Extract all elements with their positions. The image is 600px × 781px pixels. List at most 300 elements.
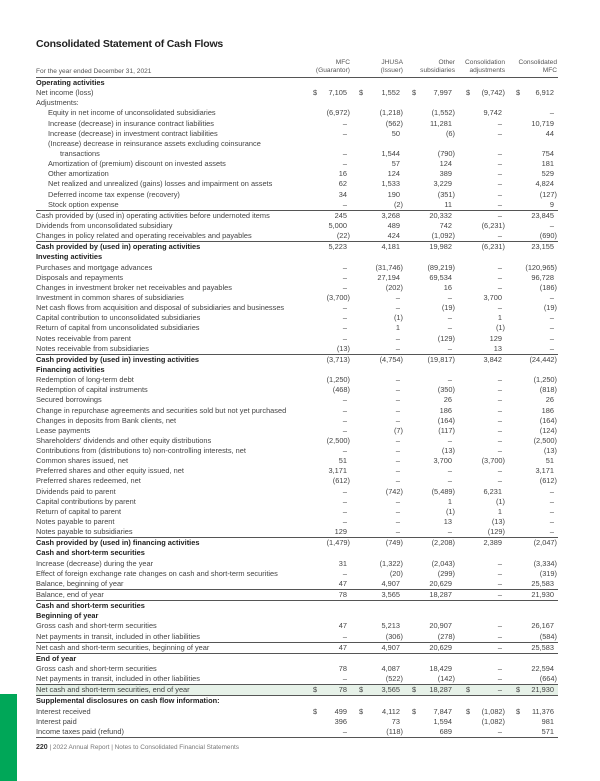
cell-value: – [395, 527, 400, 537]
cell-value: – [497, 210, 502, 220]
cell-value: 16 [338, 169, 347, 179]
cell-value: – [395, 292, 400, 302]
cell-value: 9 [549, 199, 554, 209]
cell-value: (2) [393, 199, 403, 209]
row-label: Redemption of capital instruments [36, 385, 148, 395]
cell-value: 10,719 [531, 118, 554, 128]
cell-value: (13) [336, 343, 350, 353]
cell-value: – [497, 631, 502, 641]
cell-value: (13) [491, 517, 505, 527]
table-row [36, 200, 558, 210]
cell-value: 4,087 [381, 664, 400, 674]
cell-value: – [342, 446, 347, 456]
table-row [36, 88, 558, 98]
table-row [36, 313, 558, 323]
row-label: Deferred income tax expense (recovery) [48, 189, 180, 199]
cell-value: – [497, 674, 502, 684]
row-label: Notes payable to subsidiaries [36, 527, 133, 537]
row-label: Changes in deposits from Bank clients, net [36, 415, 177, 425]
cell-value: (1,552) [431, 108, 455, 118]
cell-value: 4,907 [381, 642, 400, 652]
cell-value: – [497, 169, 502, 179]
table-row [36, 129, 558, 139]
table-row [36, 385, 558, 395]
row-label: Purchases and mortgage advances [36, 262, 153, 272]
cell-value: 20,629 [429, 642, 452, 652]
cell-value: – [342, 395, 347, 405]
cell-value: (13) [543, 446, 557, 456]
row-label: Investment in common shares of subsidiaries [36, 292, 184, 302]
cell-value: – [497, 395, 502, 405]
cell-value: 1 [395, 323, 400, 333]
cell-value: 47 [338, 621, 347, 631]
cell-value: 3,700 [483, 292, 502, 302]
cell-value: (164) [539, 415, 557, 425]
cell-value: 1 [497, 506, 502, 516]
table-row [36, 375, 558, 385]
cell-value: – [549, 496, 554, 506]
cell-value: (2,208) [431, 538, 455, 548]
cell-value: 78 [338, 664, 347, 674]
table-row [36, 149, 558, 159]
cell-value: 26 [545, 395, 554, 405]
table-row [36, 621, 558, 631]
cell-value: – [497, 179, 502, 189]
row-label: Disposals and repayments [36, 272, 124, 282]
cell-value: (3,700) [481, 456, 505, 466]
table-row [36, 717, 558, 727]
cell-value: – [342, 726, 347, 736]
dollar-sign: $ [516, 685, 521, 695]
cell-value: (124) [539, 425, 557, 435]
table-row [36, 707, 558, 717]
column-header-jhusa [381, 59, 403, 75]
dollar-sign: $ [466, 88, 471, 98]
row-label: Capital contributions by parent [36, 496, 136, 506]
cell-value: 4,112 [382, 706, 400, 716]
row-label: Stock option expense [48, 199, 119, 209]
cell-value: – [342, 323, 347, 333]
row-label: Operating activities [36, 78, 105, 87]
cell-value: – [497, 282, 502, 292]
cell-value: – [342, 674, 347, 684]
cell-value: – [549, 108, 554, 118]
table-row [36, 517, 558, 527]
table-row [36, 221, 558, 231]
cell-value: 499 [334, 706, 347, 716]
table-row [36, 559, 558, 569]
row-label: Supplemental disclosures on cash flow information: [36, 696, 220, 706]
cell-value: 26,167 [531, 621, 554, 631]
cell-value: 129 [489, 333, 502, 343]
cell-value: (278) [437, 631, 455, 641]
cell-value: 3,565 [381, 685, 400, 695]
cell-value: – [447, 313, 452, 323]
cell-value: 5,213 [381, 621, 400, 631]
cell-value: – [497, 303, 502, 313]
row-label: Net income (loss) [36, 88, 94, 98]
cell-value: (1,092) [431, 231, 455, 241]
cell-value: (1) [495, 323, 505, 333]
table-row [36, 507, 558, 517]
cell-value: (299) [437, 568, 455, 578]
row-label: Dividends from unconsolidated subsidiary [36, 220, 173, 230]
cell-value: 3,565 [381, 590, 400, 600]
table-row [36, 119, 558, 129]
cell-value: 50 [391, 128, 400, 138]
cell-value: 6,912 [535, 88, 554, 98]
dollar-sign: $ [313, 88, 318, 98]
cell-value: 78 [338, 685, 347, 695]
row-label: Notes payable to parent [36, 517, 115, 527]
row-label: Secured borrowings [36, 395, 102, 405]
cell-value: 57 [391, 159, 400, 169]
cell-value: – [342, 517, 347, 527]
table-row [36, 179, 558, 189]
table-row [36, 537, 558, 548]
row-label: Other amortization [48, 169, 109, 179]
cell-value: (612) [539, 476, 557, 486]
cell-value: – [549, 220, 554, 230]
cell-value: – [395, 333, 400, 343]
table-row [36, 426, 558, 436]
cell-value: – [497, 128, 502, 138]
row-label: Changes in investment broker net receivables and payables [36, 282, 232, 292]
table-row [36, 548, 558, 558]
cell-value: – [497, 466, 502, 476]
cell-value: – [497, 272, 502, 282]
table-row [36, 406, 558, 416]
accent-bar [0, 694, 17, 781]
cell-value: – [497, 590, 502, 600]
cell-value: 7,997 [433, 88, 452, 98]
table-row [36, 231, 558, 241]
cell-value: 51 [545, 456, 554, 466]
column-header-line2: (Issuer) [380, 67, 403, 74]
cell-value: – [342, 631, 347, 641]
cell-value: (612) [332, 476, 350, 486]
table-row [36, 569, 558, 579]
dollar-sign: $ [466, 706, 471, 716]
column-header-line2: MFC [542, 67, 557, 74]
table-row [36, 487, 558, 497]
table-row [36, 344, 558, 354]
table-row [36, 323, 558, 333]
table-row [36, 159, 558, 169]
table-row [36, 476, 558, 486]
table-row [36, 684, 558, 696]
column-header-line1: Consolidated [518, 59, 557, 66]
cell-value: 25,583 [531, 642, 554, 652]
row-label: Cash and short-term securities [36, 601, 145, 611]
cell-value: – [549, 506, 554, 516]
cell-value: – [447, 476, 452, 486]
cell-value: 23,845 [531, 210, 554, 220]
table-row [36, 601, 558, 611]
cell-value: (818) [539, 385, 557, 395]
cell-value: 69,534 [429, 272, 452, 282]
cell-value: (2,043) [431, 558, 455, 568]
cell-value: – [497, 375, 502, 385]
table-row [36, 293, 558, 303]
cell-value: 124 [387, 169, 400, 179]
period-label: For the year ended December 31, 2021 [36, 68, 152, 75]
footer-report: 2022 Annual Report [52, 744, 110, 751]
cell-value: (1) [495, 496, 505, 506]
table-row [36, 674, 558, 684]
cell-value: – [549, 323, 554, 333]
cell-value: 424 [387, 231, 400, 241]
cell-value: 23,155 [531, 242, 554, 252]
table-row [36, 395, 558, 405]
cell-value: (1) [393, 313, 403, 323]
cell-value: 27,194 [377, 272, 400, 282]
table-row [36, 654, 558, 664]
cell-value: 21,930 [531, 685, 554, 695]
dollar-sign: $ [359, 685, 364, 695]
table-row [36, 696, 558, 706]
row-label: Net realized and unrealized (gains) losses and impairment on assets [48, 179, 273, 189]
cell-value: – [342, 148, 347, 158]
cell-value: (3,334) [533, 558, 557, 568]
cell-value: (522) [385, 674, 403, 684]
cell-value: 18,429 [429, 664, 452, 674]
cell-value: (7) [393, 425, 403, 435]
cell-value: (13) [441, 446, 455, 456]
dollar-sign: $ [516, 88, 521, 98]
cell-value: – [549, 517, 554, 527]
cell-value: 742 [439, 220, 452, 230]
cell-value: (6) [445, 128, 455, 138]
cell-value: – [497, 568, 502, 578]
cell-value: 1 [497, 313, 502, 323]
cell-value: (306) [385, 631, 403, 641]
cell-value: 51 [338, 456, 347, 466]
row-label: Adjustments: [36, 98, 79, 108]
row-label: Effect of foreign exchange rate changes on cash and short-term securities [36, 568, 278, 578]
cell-value: 1,544 [381, 148, 400, 158]
cell-value: (350) [437, 385, 455, 395]
cell-value: 181 [541, 159, 554, 169]
cell-value: – [342, 128, 347, 138]
cell-value: 7,847 [433, 706, 452, 716]
cell-value: 11,281 [429, 118, 452, 128]
cell-value: – [395, 343, 400, 353]
cell-value: – [342, 313, 347, 323]
cell-value: 6,231 [483, 486, 502, 496]
row-label: Cash provided by (used in) operating activities [36, 242, 201, 252]
cell-value: (2,047) [533, 538, 557, 548]
cell-value: 73 [391, 716, 400, 726]
dollar-sign: $ [466, 685, 471, 695]
cell-value: 186 [439, 405, 452, 415]
row-label: Notes receivable from parent [36, 333, 131, 343]
cell-value: 25,583 [531, 578, 554, 588]
row-label: Amortization of (premium) discount on invested assets [48, 159, 226, 169]
cell-value: – [395, 517, 400, 527]
cell-value: 47 [338, 642, 347, 652]
cell-value: (468) [332, 385, 350, 395]
cell-value: – [447, 435, 452, 445]
row-label: Return of capital to parent [36, 506, 122, 516]
table-row [36, 241, 558, 252]
row-label: Increase (decrease) during the year [36, 558, 154, 568]
cell-value: 5,000 [328, 220, 347, 230]
column-header-mfc [316, 59, 350, 75]
cell-value: (690) [539, 231, 557, 241]
cell-value: (19) [441, 303, 455, 313]
cell-value: (6,231) [481, 220, 505, 230]
cell-value: 1,594 [433, 716, 452, 726]
row-label: End of year [36, 653, 77, 663]
cell-value: 4,907 [381, 578, 400, 588]
cash-flow-table [36, 78, 558, 738]
column-header-consolidation [465, 59, 505, 75]
cell-value: (5,489) [431, 486, 455, 496]
table-row [36, 334, 558, 344]
cell-value: – [395, 415, 400, 425]
table-row [36, 727, 558, 738]
dollar-sign: $ [359, 88, 364, 98]
dollar-sign: $ [313, 706, 318, 716]
cell-value: – [497, 446, 502, 456]
cell-value: (2,500) [326, 435, 350, 445]
cell-value: – [497, 118, 502, 128]
column-header-line2: (Guarantor) [315, 67, 350, 74]
page-number: 220 [36, 744, 48, 751]
cell-value: 20,332 [429, 210, 452, 220]
cell-value: (186) [539, 282, 557, 292]
table-row [36, 456, 558, 466]
cell-value: 396 [334, 716, 347, 726]
table-row [36, 108, 558, 118]
row-label: Cash provided by (used in) financing activities [36, 538, 200, 548]
cell-value: (9,742) [481, 88, 505, 98]
cell-value: 19,982 [429, 242, 452, 252]
table-header [36, 50, 558, 78]
cell-value: – [549, 527, 554, 537]
cell-value: (584) [539, 631, 557, 641]
cell-value: (129) [437, 333, 455, 343]
cell-value: – [497, 685, 502, 695]
table-row [36, 436, 558, 446]
cell-value: 489 [387, 220, 400, 230]
cell-value: – [395, 395, 400, 405]
cell-value: (4,754) [379, 354, 403, 364]
cell-value: 44 [545, 128, 554, 138]
row-label: Gross cash and short-term securities [36, 664, 157, 674]
cell-value: 389 [439, 169, 452, 179]
cell-value: – [549, 343, 554, 353]
cell-value: 4,824 [535, 179, 554, 189]
cell-value: 7,105 [328, 88, 347, 98]
cell-value: – [395, 303, 400, 313]
cell-value: – [447, 323, 452, 333]
cell-value: (1,250) [326, 375, 350, 385]
dollar-sign: $ [412, 88, 417, 98]
cell-value: 18,287 [429, 590, 452, 600]
cell-value: – [342, 506, 347, 516]
cell-value: – [497, 415, 502, 425]
row-label: Contributions from (distributions to) non-controlling interests, net [36, 446, 246, 456]
row-label: Common shares issued, net [36, 456, 129, 466]
row-label: Net cash and short-term securities, end of year [36, 685, 190, 695]
cell-value: – [497, 231, 502, 241]
cell-value: (742) [385, 486, 403, 496]
cell-value: 754 [541, 148, 554, 158]
cell-value: (351) [437, 189, 455, 199]
row-label: Balance, beginning of year [36, 578, 124, 588]
cell-value: 20,907 [429, 621, 452, 631]
cell-value: 1 [447, 496, 452, 506]
cell-value: 34 [338, 189, 347, 199]
cell-value: 13 [443, 517, 452, 527]
cell-value: – [395, 466, 400, 476]
cell-value: – [342, 118, 347, 128]
column-header-line1: JHUSA [381, 59, 403, 66]
cell-value: 26 [443, 395, 452, 405]
cell-value: 78 [338, 590, 347, 600]
cell-value: – [395, 496, 400, 506]
table-row [36, 497, 558, 507]
table-row [36, 579, 558, 589]
cell-value: (3,700) [326, 292, 350, 302]
cell-value: – [342, 415, 347, 425]
cell-value: (1,250) [533, 375, 557, 385]
cell-value: 22,594 [531, 664, 554, 674]
cell-value: – [549, 333, 554, 343]
table-row [36, 527, 558, 537]
row-label: Changes in policy related and operating receivables and payables [36, 231, 252, 241]
cell-value: (20) [389, 568, 403, 578]
table-row [36, 139, 558, 149]
row-label: Financing activities [36, 364, 105, 374]
table-row [36, 365, 558, 375]
cell-value: (562) [385, 118, 403, 128]
cell-value: (31,746) [375, 262, 403, 272]
row-label: Income taxes paid (refund) [36, 726, 124, 736]
cell-value: – [497, 435, 502, 445]
cell-value: 5,223 [328, 242, 347, 252]
cell-value: 1,533 [381, 179, 400, 189]
column-header-line2: subsidiaries [420, 67, 455, 74]
row-label: Return of capital from unconsolidated subsidiaries [36, 323, 200, 333]
cell-value: 245 [334, 210, 347, 220]
cell-value: – [497, 148, 502, 158]
row-label: Interest paid [36, 716, 77, 726]
cell-value: – [342, 568, 347, 578]
cell-value: 3,171 [328, 466, 347, 476]
row-label: Gross cash and short-term securities [36, 621, 157, 631]
cell-value: – [342, 303, 347, 313]
cell-value: – [342, 159, 347, 169]
row-label: Preferred shares redeemed, net [36, 476, 141, 486]
table-row [36, 664, 558, 674]
row-label: Investing activities [36, 252, 103, 262]
table-row [36, 589, 558, 601]
cell-value: 21,930 [531, 590, 554, 600]
table-row [36, 632, 558, 642]
cell-value: (89,219) [427, 262, 455, 272]
cell-value: – [549, 313, 554, 323]
cell-value: 2,389 [483, 538, 502, 548]
cell-value: – [447, 527, 452, 537]
cell-value: 529 [541, 169, 554, 179]
cell-value: 47 [338, 578, 347, 588]
cell-value: – [447, 375, 452, 385]
cell-value: – [342, 282, 347, 292]
cell-value: – [447, 343, 452, 353]
